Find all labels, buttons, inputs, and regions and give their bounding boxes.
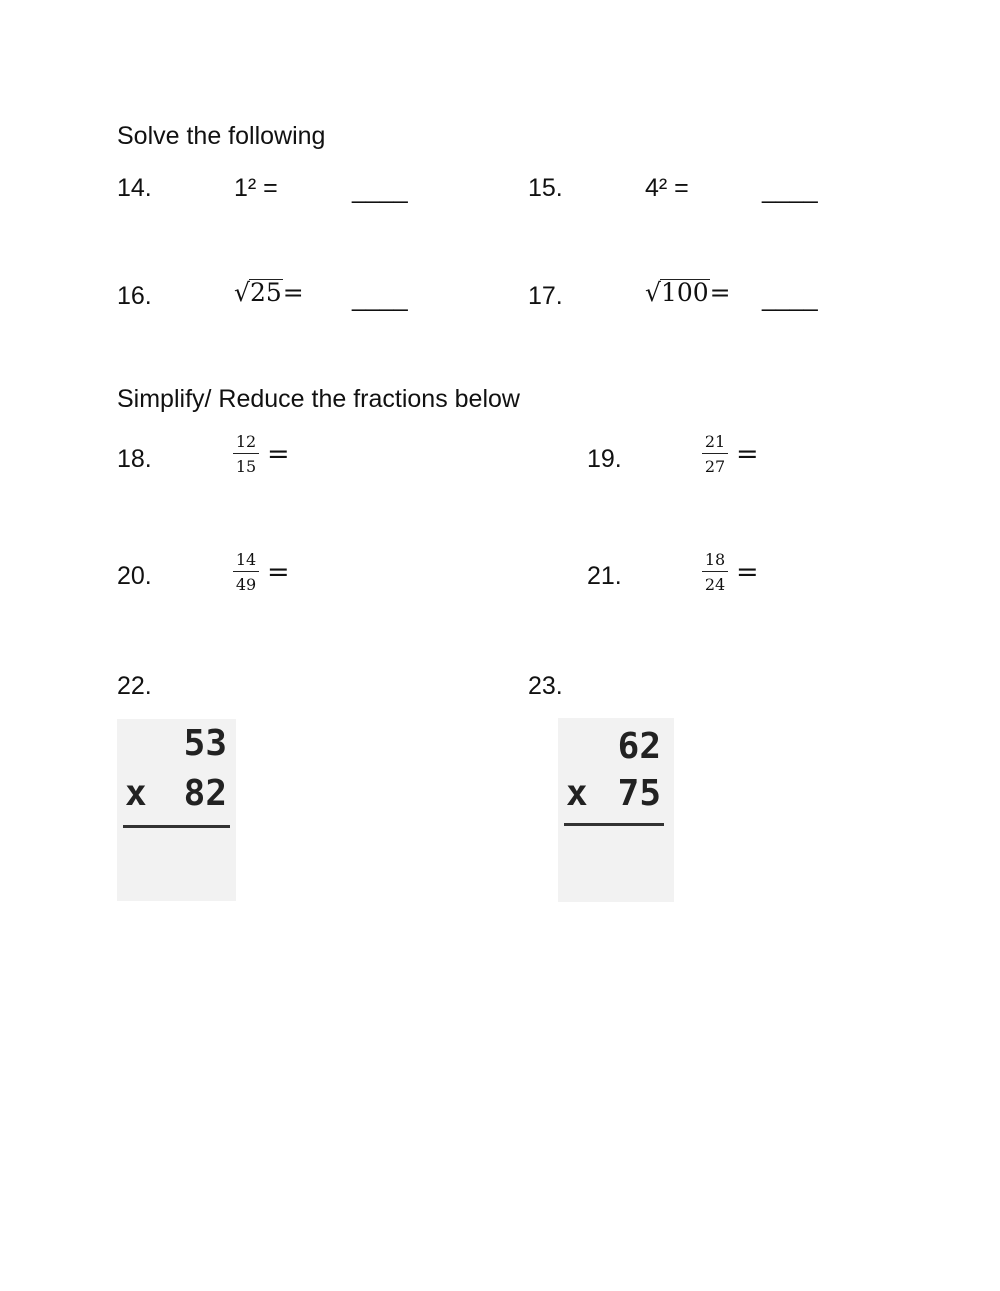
problem-17-number: 17. (528, 282, 563, 310)
fraction-19 (702, 432, 728, 476)
fraction-numerator: 21 (704, 432, 726, 451)
fraction-numerator: 18 (704, 550, 726, 569)
problem-15-answer-blank[interactable]: ____ (762, 176, 818, 204)
sqrt-symbol-icon: √ (645, 278, 661, 307)
equals-sign: = (736, 556, 759, 588)
multiplier-23: 75 (617, 773, 661, 814)
fraction-numerator: 14 (235, 550, 257, 569)
problem-16-answer-blank[interactable]: ____ (352, 284, 408, 312)
problem-18-number: 18. (117, 445, 152, 473)
problem-14-number: 14. (117, 174, 152, 202)
problem-19-fraction (702, 432, 759, 476)
fraction-18 (233, 432, 259, 476)
fraction-bar (233, 571, 259, 572)
fraction-20 (233, 550, 259, 594)
multiplication-problem-23 (558, 718, 674, 902)
fraction-bar (233, 453, 259, 454)
problem-17-equals: = (709, 278, 731, 307)
answer-line (564, 823, 664, 826)
problem-17-expression (645, 278, 731, 307)
problem-17-radicand: 100 (660, 278, 709, 307)
problem-20-fraction (233, 550, 290, 594)
fraction-denominator: 27 (704, 457, 726, 476)
multiplicand-23: 62 (617, 726, 661, 767)
fraction-bar (702, 453, 728, 454)
fraction-denominator: 24 (704, 575, 726, 594)
problem-23-number: 23. (528, 672, 563, 700)
problem-17-answer-blank[interactable]: ____ (762, 284, 818, 312)
sqrt-symbol-icon: √ (234, 278, 250, 307)
problem-20-number: 20. (117, 562, 152, 590)
fraction-21 (702, 550, 728, 594)
equals-sign: = (267, 438, 290, 470)
problem-21-fraction (702, 550, 759, 594)
problem-15-number: 15. (528, 174, 563, 202)
problem-14-expression: 1² = (234, 174, 278, 202)
problem-16-radicand: 25 (249, 278, 282, 307)
problem-16-equals: = (282, 278, 304, 307)
times-sign: x (125, 773, 147, 814)
section-heading-solve: Solve the following (117, 122, 326, 150)
problem-14-answer-blank[interactable]: ____ (352, 176, 408, 204)
problem-16-expression (234, 278, 304, 307)
problem-19-number: 19. (587, 445, 622, 473)
equals-sign: = (736, 438, 759, 470)
equals-sign: = (267, 556, 290, 588)
multiplicand-22: 53 (183, 723, 227, 764)
problem-22-number: 22. (117, 672, 152, 700)
problem-18-fraction (233, 432, 290, 476)
answer-line (123, 825, 230, 828)
fraction-denominator: 49 (235, 575, 257, 594)
problem-15-expression: 4² = (645, 174, 689, 202)
problem-16-number: 16. (117, 282, 152, 310)
problem-21-number: 21. (587, 562, 622, 590)
times-sign: x (566, 773, 588, 814)
fraction-numerator: 12 (235, 432, 257, 451)
section-heading-simplify: Simplify/ Reduce the fractions below (117, 385, 520, 413)
multiplication-problem-22 (117, 719, 236, 901)
fraction-denominator: 15 (235, 457, 257, 476)
fraction-bar (702, 571, 728, 572)
multiplier-22: 82 (183, 773, 227, 814)
